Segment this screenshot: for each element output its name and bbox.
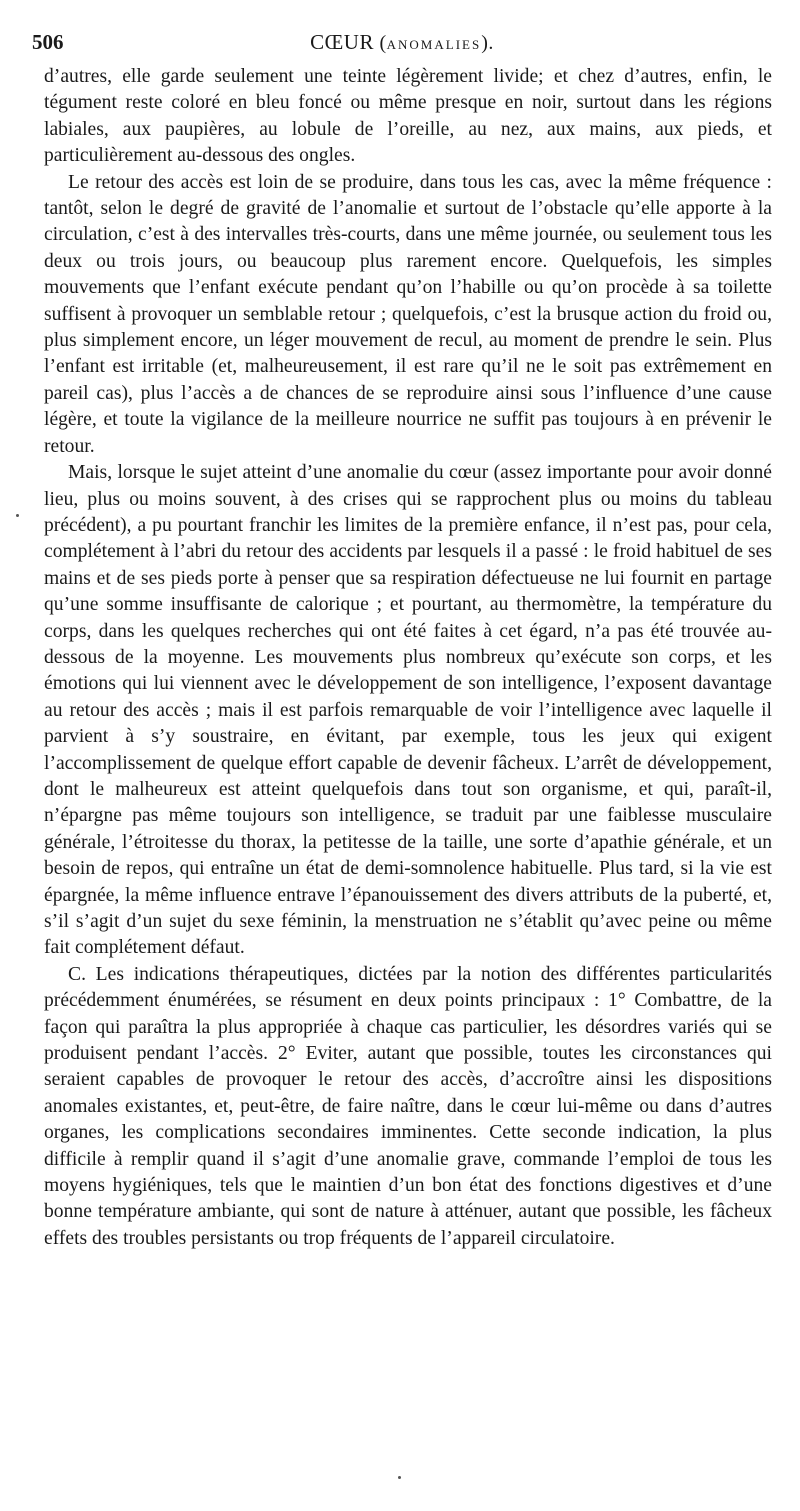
margin-speck (398, 1476, 401, 1479)
running-head (32, 30, 772, 56)
header-title-sub: ANOMALIES (386, 37, 482, 52)
page-number: 506 (32, 30, 64, 54)
header-title (32, 30, 772, 55)
margin-speck (16, 514, 19, 517)
paragraph-therapeutic-indications: C. Les indications thérapeutiques, dictées par la notion des différentes particularités précédemment énumérées, se résument en deux points principaux : 1° Combattre, de la façon qui paraîtra la plus appropriée à chaque cas particulier, les désordres variés qui se produisent pendant l’accès. 2° Eviter, autant que possible, toutes les circonstances qui seraient capables de provoquer le retour des accès, d’accroître ainsi les dispositions anomales existantes, et, peut-être, de faire naître, dans le cœur lui-même ou dans d’autres organes, les complications secondaires imminentes. Cette seconde indication, la plus difficile à remplir quand il s’agit d’une anomalie grave, commande l’emploi de tous les moyens hygiéniques, tels que le maintien d’un bon état des fonctions digestives et d’une bonne température ambiante, qui sont de nature à atténuer, autant que possible, les fâcheux effets des troubles persistants ou trop fréquents de l’appareil circulatoire. (44, 963, 772, 1249)
paragraph-later-childhood: Mais, lorsque le sujet atteint d’une anomalie du cœur (assez importante pour avoir donné lieu, plus ou moins souvent, à des crises qui se rapprochent plus ou moins du tableau précédent), a pu pourtant franchir les limites de la première enfance, il n’est pas, pour cela, complétement à l’abri du retour des accidents par lesquels il a passé : le froid habituel de ses mains et de ses pieds porte à penser que sa respiration défectueuse ne lui fournit en partage qu’une somme insuffisante de calorique ; et pourtant, au thermomètre, la température du corps, dans les quelques recherches qui ont été faites à cet égard, n’a pas été trouvée au-dessous de la moyenne. Les mouvements plus nombreux qu’exécute son corps, et les émotions qui lui viennent avec le développement de son intelligence, l’exposent davantage au retour des accès ; mais il est parfois remarquable de voir l’intelligence avec laquelle il parvient à s’y soustraire, en évitant, par exemple, tous les jeux qui exigent l’accomplissement de quelque effort capable de devenir fâcheux. L’arrêt de développement, dont le malheureux est atteint quelquefois dans tout son organisme, et qui, paraît-il, n’épargne pas même toujours son intelligence, se traduit par une faiblesse musculaire générale, l’étroitesse du thorax, la petitesse de la taille, une sorte d’apathie générale, et un besoin de repos, qui entraîne un état de demi-somnolence habituelle. Plus tard, si la vie est épargnée, la même influence entrave l’épanouissement des divers attributs de la puberté, et, s’il s’agit d’un sujet du sexe féminin, la menstruation ne s’établit qu’avec peine ou même fait complétement défaut. (44, 462, 772, 959)
paragraph-frequency: Le retour des accès est loin de se produire, dans tous les cas, avec la même fréquence : tantôt, selon le degré de gravité de l’anomalie et surtout de l’obstacle qu’elle apporte à la circulation, c’est à des intervalles très-courts, dans une même journée, ou seulement tous les deux ou trois jours, ou beaucoup plus rarement encore. Quelquefois, les simples mouvements que l’enfant exécute pendant qu’on l’habille ou qu’on procède à sa toilette suffisent à provoquer un semblable retour ; quelquefois, c’est la brusque action du froid ou, plus simplement encore, un léger mouvement de recul, au moment de prendre le sein. Plus l’enfant est irritable (et, malheureusement, il est rare qu’il ne le soit pas extrêmement en pareil cas), plus l’accès a de chances de se reproduire ainsi sous l’influence d’une cause légère, et toute la vigilance de la meilleure nourrice ne suffit pas toujours à en prévenir le retour. (44, 171, 772, 457)
paragraph-continuation: d’autres, elle garde seulement une teinte légèrement livide; et chez d’autres, enfin, le tégument reste coloré en bleu foncé ou même presque en noir, surtout dans les régions labiales, aux paupières, au lobule de l’oreille, au nez, aux mains, aux pieds, et particulièrement au-dessous des ongles. (44, 66, 772, 167)
header-title-close: ). (481, 32, 494, 54)
header-title-open: ( (373, 32, 387, 54)
body-text (44, 64, 772, 1252)
header-title-main: CŒUR (310, 30, 374, 54)
